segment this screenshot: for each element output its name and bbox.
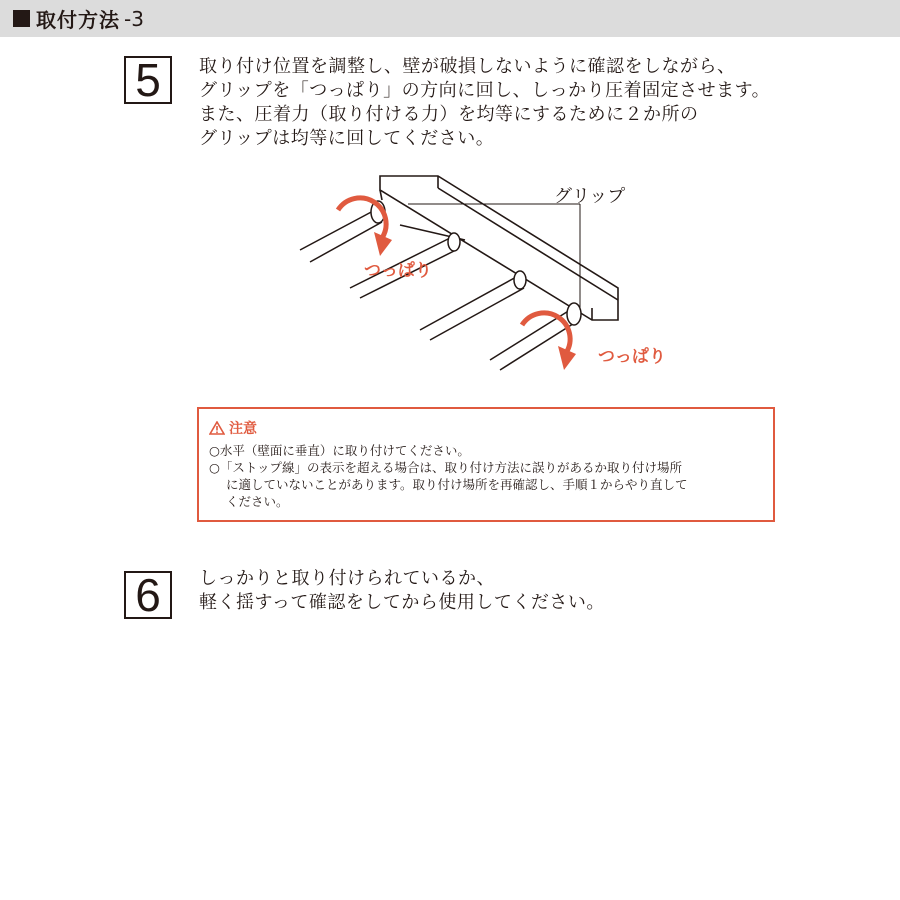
caution-box	[197, 407, 775, 522]
step-5-text	[199, 55, 770, 151]
square-bullet-icon	[13, 10, 30, 27]
step-5-line: 取り付け位置を調整し、壁が破損しないように確認をしながら、	[199, 56, 736, 77]
section-number: -3	[124, 6, 144, 31]
step-6-line: しっかりと取り付けられているか、	[199, 568, 495, 589]
caution-line: ○「ストップ線」の表示を超える場合は、取り付け方法に誤りがあるか取り付け場所	[209, 460, 683, 475]
caution-line: ○水平（壁面に垂直）に取り付けてください。	[209, 443, 470, 458]
step-5-number: 5	[124, 56, 172, 104]
step-5-line: また、圧着力（取り付ける力）を均等にするために２か所の	[199, 104, 699, 125]
tighten-label-left: つっぱり	[364, 261, 432, 281]
caution-title: 注意	[229, 421, 257, 437]
step-5-line: グリップは均等に回してください。	[199, 128, 495, 149]
caution-header	[209, 418, 257, 438]
grip-illustration	[290, 170, 690, 380]
step-5-line: グリップを「つっぱり」の方向に回し、しっかり圧着固定させます。	[199, 80, 771, 101]
step-6-number: 6	[124, 571, 172, 619]
caution-line: に適していないことがあります。取り付け場所を再確認し、手順１からやり直して	[226, 477, 688, 492]
step-6-text	[199, 567, 605, 615]
step-6-line: 軽く揺すって確認をしてから使用してください。	[199, 592, 605, 613]
section-title: 取付方法	[36, 8, 120, 32]
grip-label: グリップ	[554, 186, 626, 207]
rotation-arrow-right	[522, 313, 570, 353]
section-header	[0, 0, 900, 37]
caution-text	[209, 442, 688, 510]
tighten-label-right: つっぱり	[598, 347, 666, 367]
rod-drawing	[300, 210, 576, 370]
caution-line: ください。	[226, 494, 289, 509]
warning-icon	[209, 421, 225, 435]
